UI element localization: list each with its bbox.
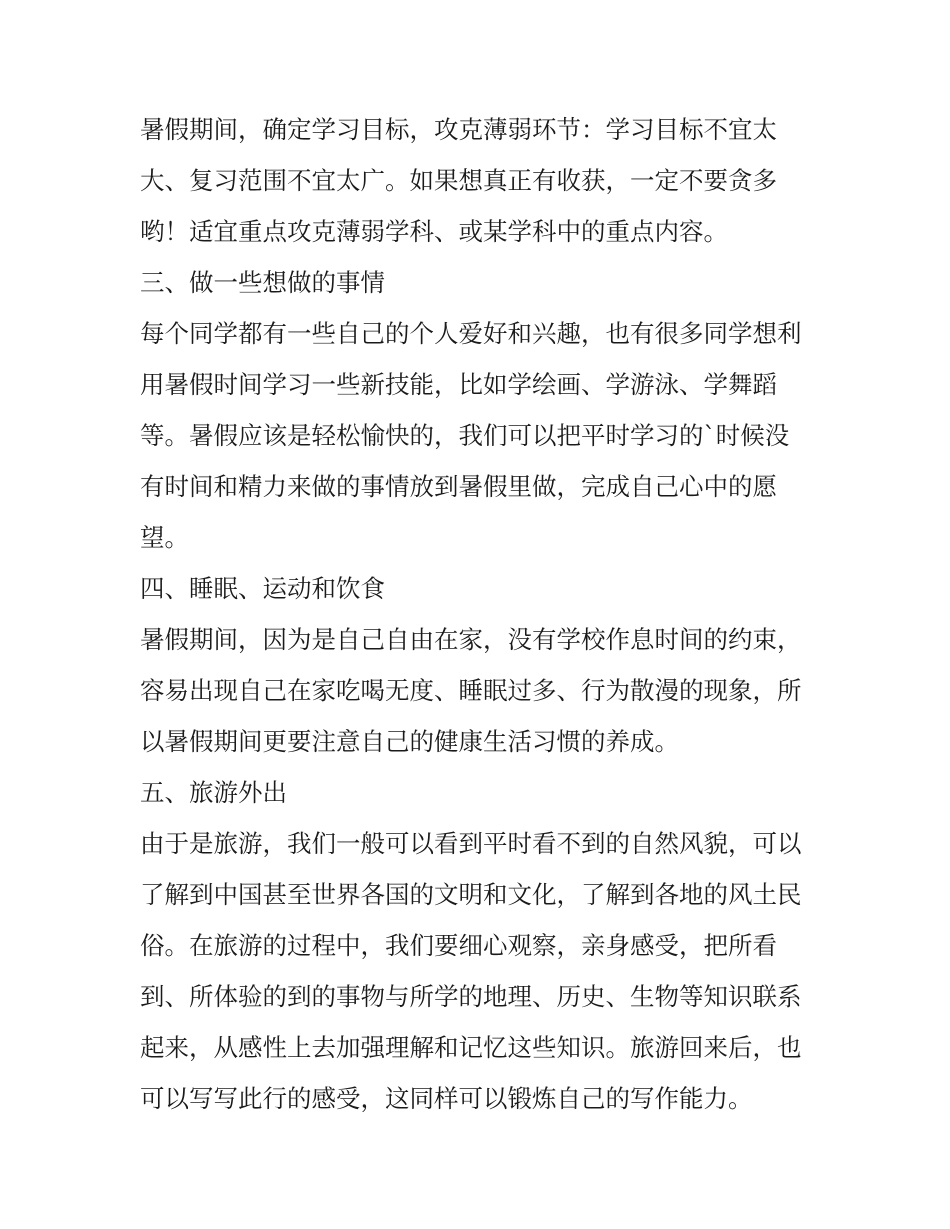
paragraph-line: 望。 [140,523,189,552]
paragraph-line: 由于是旅游，我们一般可以看到平时看不到的自然风貌，可以 [140,829,802,858]
paragraph-line: 等。暑假应该是轻松愉快的，我们可以把平时学习的`时候没 [140,421,790,450]
paragraph-line: 了解到中国甚至世界各国的文明和文化，了解到各地的风土民 [140,880,802,909]
paragraph-line: 起来，从感性上去加强理解和记忆这些知识。旅游回来后，也 [140,1033,802,1062]
section-heading: 五、旅游外出 [140,778,287,807]
paragraph-line: 哟！适宜重点攻克薄弱学科、或某学科中的重点内容。 [140,217,728,246]
paragraph-line: 以暑假期间更要注意自己的健康生活习惯的养成。 [140,727,679,756]
paragraph-line: 每个同学都有一些自己的个人爱好和兴趣，也有很多同学想利 [140,319,802,348]
paragraph-line: 到、所体验的到的事物与所学的地理、历史、生物等知识联系 [140,982,802,1011]
paragraph-line: 暑假期间，确定学习目标，攻克薄弱环节：学习目标不宜太 [140,115,777,144]
paragraph-line: 俗。在旅游的过程中，我们要细心观察，亲身感受，把所看 [140,931,777,960]
paragraph-line: 有时间和精力来做的事情放到暑假里做，完成自己心中的愿 [140,472,777,501]
section-heading: 三、做一些想做的事情 [140,268,385,297]
paragraph-line: 暑假期间，因为是自己自由在家，没有学校作息时间的约束， [140,625,802,654]
section-heading: 四、睡眠、运动和饮食 [140,574,385,603]
paragraph-line: 用暑假时间学习一些新技能，比如学绘画、学游泳、学舞蹈 [140,370,777,399]
paragraph-line: 可以写写此行的感受，这同样可以锻炼自己的写作能力。 [140,1084,753,1113]
paragraph-line: 容易出现自己在家吃喝无度、睡眠过多、行为散漫的现象，所 [140,676,802,705]
paragraph-line: 大、复习范围不宜太广。如果想真正有收获，一定不要贪多 [140,166,777,195]
